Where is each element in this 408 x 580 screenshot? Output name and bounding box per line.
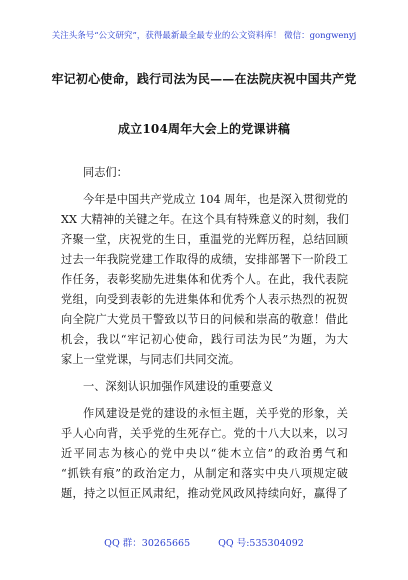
paragraph-2-line: 作风建设是党的建设的永恒主题，关乎党的形象，关 bbox=[83, 407, 348, 420]
paragraph-1-line: 机会，我以“牢记初心使命，践行司法为民”为题，为大 bbox=[61, 333, 348, 346]
footer-qq-group: QQ 群：30265665 bbox=[104, 538, 191, 549]
paragraph-1-line: 过去一年我院党建工作取得的成绩，安排部署下一阶段工 bbox=[61, 253, 348, 266]
salutation: 同志们： bbox=[83, 166, 128, 179]
paragraph-2-line: 近平同志为核心的党中央以“徙木立信”的政治勇气和 bbox=[61, 447, 348, 460]
paragraph-1-line: 向全院广大党员干警致以节日的问候和崇高的敬意！借此 bbox=[61, 313, 348, 326]
paragraph-2-line: “抓铁有痕”的政治定力，从制定和落实中央八项规定破 bbox=[61, 467, 348, 480]
paragraph-1-line: XX 大精神的关键之年。在这个具有特殊意义的时刻，我们 bbox=[61, 213, 349, 226]
paragraph-2-line: 乎人心向背，关乎党的生死存亡。党的十八大以来，以习 bbox=[61, 427, 348, 440]
promo-banner: 关注头条号“公文研究”，获得最新最全最专业的公文资料库！ 微信：gongwenyj bbox=[51, 31, 357, 41]
section-1-heading: 一、深刻认识加强作风建设的重要意义 bbox=[83, 380, 274, 393]
footer-qq-number: QQ 号:535304092 bbox=[218, 538, 304, 549]
document-title-line-2: 成立104周年大会上的党课讲稿 bbox=[117, 122, 291, 136]
paragraph-1-line: 作任务，表彰奖励先进集体和优秀个人。在此，我代表院 bbox=[61, 273, 348, 286]
paragraph-2-line: 题，持之以恒正风肃纪，推动党风政风持续向好，赢得了 bbox=[61, 487, 348, 500]
footer-contact bbox=[0, 538, 408, 550]
paragraph-1-line: 齐聚一堂，庆祝党的生日，重温党的光辉历程，总结回顾 bbox=[61, 233, 348, 246]
document-title-line-1: 牢记初心使命，践行司法为民——在法院庆祝中国共产党 bbox=[51, 72, 357, 86]
paragraph-1-line: 家上一堂党课，与同志们共同交流。 bbox=[61, 353, 241, 366]
paragraph-1-line: 党组，向受到表彰的先进集体和优秀个人表示热烈的祝贺 bbox=[61, 293, 348, 306]
paragraph-1-line: 今年是中国共产党成立 104 周年，也是深入贯彻党的 bbox=[83, 193, 348, 206]
